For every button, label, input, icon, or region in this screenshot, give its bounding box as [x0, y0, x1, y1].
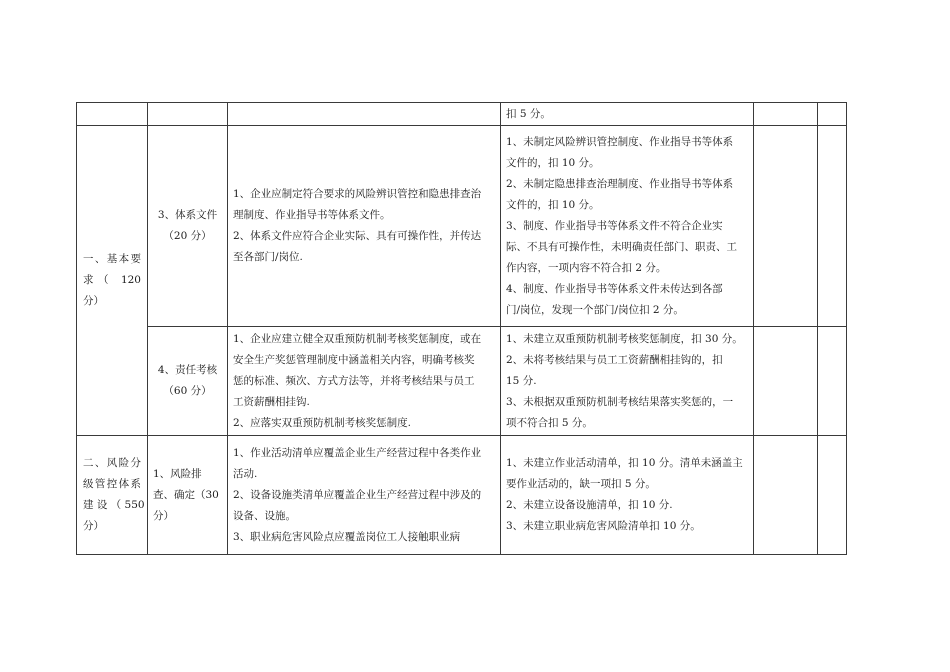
- category-line: 二、风险分: [83, 457, 141, 469]
- criteria-line: 作内容，一项内容不符合扣 2 分。: [506, 261, 667, 274]
- criteria-line: 项不符合扣 5 分。: [506, 416, 593, 429]
- requirement-line: 惩的标准、频次、方式方法等，并将考核结果与员工: [233, 374, 475, 387]
- criteria-line: 际、不具有可操作性，未明确责任部门、职责、工: [506, 240, 737, 253]
- score-cell: [754, 436, 818, 555]
- remark-cell: [818, 126, 847, 327]
- requirement-line: 2、设备设施类清单应覆盖企业生产经营过程中涉及的: [233, 488, 482, 501]
- category-line: 建 设 （ 550: [83, 499, 145, 511]
- criteria-line: 15 分.: [506, 374, 537, 387]
- criteria-line: 文件的，扣 10 分。: [506, 198, 600, 211]
- category-line: 级管控体系: [83, 478, 141, 490]
- requirement-line: 3、职业病危害风险点应覆盖岗位工人接触职业病: [233, 530, 461, 543]
- requirement-line: 至各部门/岗位.: [233, 251, 303, 263]
- category-line: 分）: [83, 520, 104, 532]
- table-row: [77, 103, 847, 126]
- criteria-line: 3、未根据双重预防机制考核结果落实奖惩的，一: [506, 395, 734, 408]
- criteria-line: 1、未建立作业活动清单，扣 10 分。清单未涵盖主: [506, 457, 743, 469]
- requirement-line: 1、企业应制定符合要求的风险辨识管控和隐患排查治: [233, 188, 482, 200]
- criteria-line: 要作业活动的，缺一项扣 5 分。: [506, 478, 656, 490]
- requirements-cell: [228, 126, 501, 327]
- requirement-line: 2、应落实双重预防机制考核奖惩制度.: [233, 416, 412, 429]
- category-line: 一、基本要: [83, 253, 141, 265]
- category-cell: [77, 436, 148, 555]
- subitem-line: （60 分）: [163, 385, 212, 397]
- criteria-line: 文件的，扣 10 分。: [506, 156, 600, 169]
- requirement-line: 1、作业活动清单应覆盖企业生产经营过程中各类作业: [233, 446, 482, 459]
- remark-cell: [818, 436, 847, 555]
- score-cell: [754, 126, 818, 327]
- criteria-line: 1、未建立双重预防机制考核奖惩制度，扣 30 分。: [506, 332, 743, 345]
- score-cell: [754, 103, 818, 126]
- category-line: 求（ 120: [83, 274, 141, 286]
- subitem-line: 3、体系文件: [157, 209, 218, 221]
- score-cell: [754, 327, 818, 436]
- category-cell: [77, 126, 148, 436]
- remark-cell: [818, 327, 847, 436]
- criteria-line: 4、制度、作业指导书等体系文件未传达到各部: [506, 282, 723, 295]
- table-row: [77, 327, 847, 436]
- requirement-line: 安全生产奖惩管理制度中涵盖相关内容，明确考核奖: [233, 353, 475, 366]
- subitem-line: 分）: [153, 509, 174, 522]
- subitem-cell: [148, 103, 228, 126]
- category-cell: [77, 103, 148, 126]
- requirement-line: 理制度、作业指导书等体系文件。: [233, 209, 391, 221]
- subitem-line: 4、责任考核: [157, 364, 218, 376]
- subitem-cell: [148, 436, 228, 555]
- requirements-cell: [228, 436, 501, 555]
- remark-cell: [818, 103, 847, 126]
- requirements-cell: [228, 327, 501, 436]
- criteria-line: 2、未将考核结果与员工工资薪酬相挂钩的，扣: [506, 353, 723, 366]
- criteria-cell: [501, 436, 754, 555]
- subitem-line: 查、确定（30: [153, 488, 219, 501]
- requirements-cell: [228, 103, 501, 126]
- subitem-line: 1、风险排: [153, 467, 202, 480]
- table-row: [77, 436, 847, 555]
- criteria-cell: [501, 327, 754, 436]
- subitem-cell: [148, 126, 228, 327]
- criteria-line: 门/岗位，发现一个部门/岗位扣 2 分。: [506, 303, 684, 316]
- criteria-cell: [501, 103, 754, 126]
- requirement-line: 设备、设施。: [233, 509, 296, 522]
- subitem-line: （20 分）: [163, 230, 212, 242]
- requirement-line: 工资薪酬相挂钩.: [233, 395, 310, 408]
- criteria-line: 3、未建立职业病危害风险清单扣 10 分。: [506, 520, 701, 532]
- criteria-line: 3、制度、作业指导书等体系文件不符合企业实: [506, 219, 723, 232]
- criteria-cell: [501, 126, 754, 327]
- criteria-line: 2、未建立设备设施清单，扣 10 分.: [506, 499, 673, 511]
- table-row: [77, 126, 847, 327]
- requirement-line: 2、体系文件应符合企业实际、具有可操作性，并传达: [233, 230, 482, 242]
- requirement-line: 1、企业应建立健全双重预防机制考核奖惩制度，或在: [233, 332, 482, 345]
- criteria-line: 1、未制定风险辨识管控制度、作业指导书等体系: [506, 135, 734, 148]
- subitem-cell: [148, 327, 228, 436]
- criteria-line: 2、未制定隐患排查治理制度、作业指导书等体系: [506, 177, 734, 190]
- evaluation-table: [76, 102, 847, 555]
- requirement-line: 活动.: [233, 467, 258, 480]
- criteria-line: 扣 5 分。: [506, 107, 551, 120]
- category-line: 分）: [83, 295, 104, 307]
